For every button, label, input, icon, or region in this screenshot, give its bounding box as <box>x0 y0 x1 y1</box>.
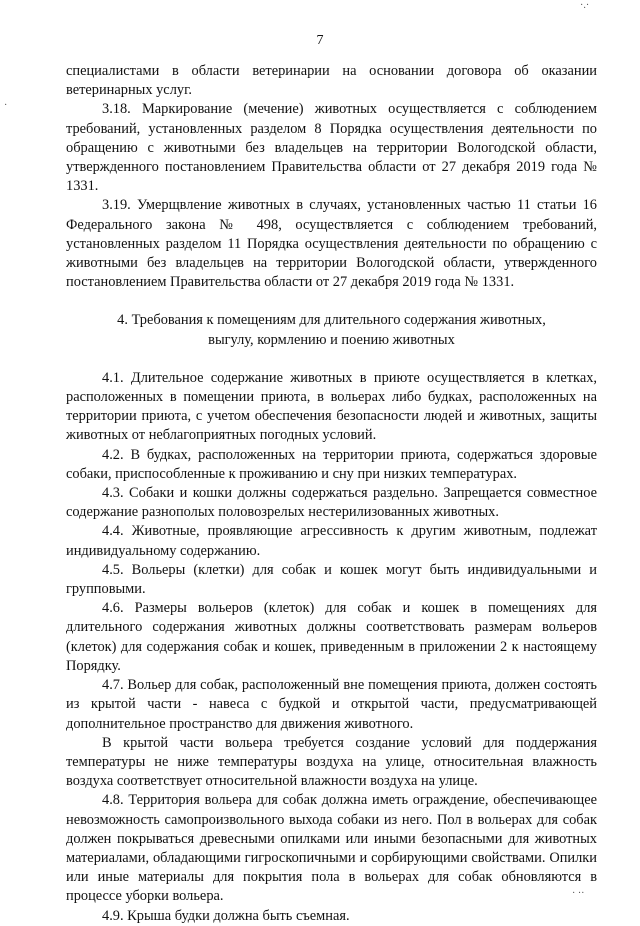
paragraph-4-6: 4.6. Размеры вольеров (клеток) для собак и кошек в помещениях для длительного содержания животных должны соответствовать размерам вольеров (клеток) для содержания собак и кошек, приведенным в приложении 2 к настоящему Порядку. <box>66 600 597 674</box>
paragraph-3-19: 3.19. Умерщвление животных в случаях, установленных частью 11 статьи 16 Федерального закона № 498, осуществляется с соблюдением требований, установленных разделом 11 Порядка осуществления деятельности по обращению с животными без владельцев на территории Вологодской области, утвержденного постановлением Правительства области от 27 декабря 2019 года № 1331. <box>66 197 597 291</box>
paragraph-4-2: 4.2. В будках, расположенных на территории приюта, содержаться здоровые собаки, приспособленные к проживанию и сну при низких температурах. <box>66 446 597 482</box>
scan-speck: · <box>4 100 8 111</box>
scan-speck: ·.· <box>580 0 590 11</box>
section-heading-line-2: выгулу, кормлению и поению животных <box>208 331 455 348</box>
paragraph-4-4: 4.4. Животные, проявляющие агрессивность к другим животным, подлежат индивидуальному содержанию. <box>66 523 597 559</box>
paragraph-4-7-cont: В крытой части вольера требуется создание условий для поддержания температуры не ниже температуры воздуха на улице, относительная влажность воздуха соответствует относительной влажности воздуха на улице. <box>66 734 597 790</box>
section-heading <box>66 311 597 349</box>
scan-speck: · ·· <box>572 888 585 899</box>
paragraph-3-18: 3.18. Маркирование (мечение) животных осуществляется с соблюдением требований, установленных разделом 8 Порядка осуществления деятельности по обращению с животными без владельцев на территории Вологодской области, утвержденного постановлением Правительства области от 27 декабря 2019 года № 1331. <box>66 101 597 195</box>
paragraph-4-7: 4.7. Вольер для собак, расположенный вне помещения приюта, должен состоять из крытой части - навеса с будкой и открытой части, предусматривающей дополнительное пространство для движения животного. <box>66 677 597 732</box>
paragraph-4-1: 4.1. Длительное содержание животных в приюте осуществляется в клетках, расположенных в помещении приюта, в вольерах либо будках, расположенных на территории приюта, с учетом обеспечения безопасности людей и животных, защиты животных от неблагоприятных погодных условий. <box>66 369 597 444</box>
paragraph-4-9: 4.9. Крыша будки должна быть съемная. <box>102 907 350 924</box>
section-heading-line-1: 4. Требования к помещениям для длительного содержания животных, <box>117 312 546 329</box>
paragraph-4-8: 4.8. Территория вольера для собак должна иметь ограждение, обеспечивающее невозможность самопроизвольного выхода собаки из него. Пол в вольерах для собак должен покрываться древесными опилками или иными безопасными для животных материалами, обладающими гигроскопичными и сорбирующими свойствами. Опилки или иные материалы для покрытия пола в вольерах для собак обновляются в процессе уборки вольера. <box>66 792 597 905</box>
paragraph-continuation: специалистами в области ветеринарии на основании договора об оказании ветеринарных услуг. <box>66 63 597 99</box>
paragraph-4-3: 4.3. Собаки и кошки должны содержаться раздельно. Запрещается совместное содержание разнополых половозрелых нестерилизованных животных. <box>66 485 597 521</box>
document-body <box>66 62 597 926</box>
paragraph-4-5: 4.5. Вольеры (клетки) для собак и кошек могут быть индивидуальными и групповыми. <box>66 561 597 598</box>
page-number: 7 <box>316 33 324 48</box>
